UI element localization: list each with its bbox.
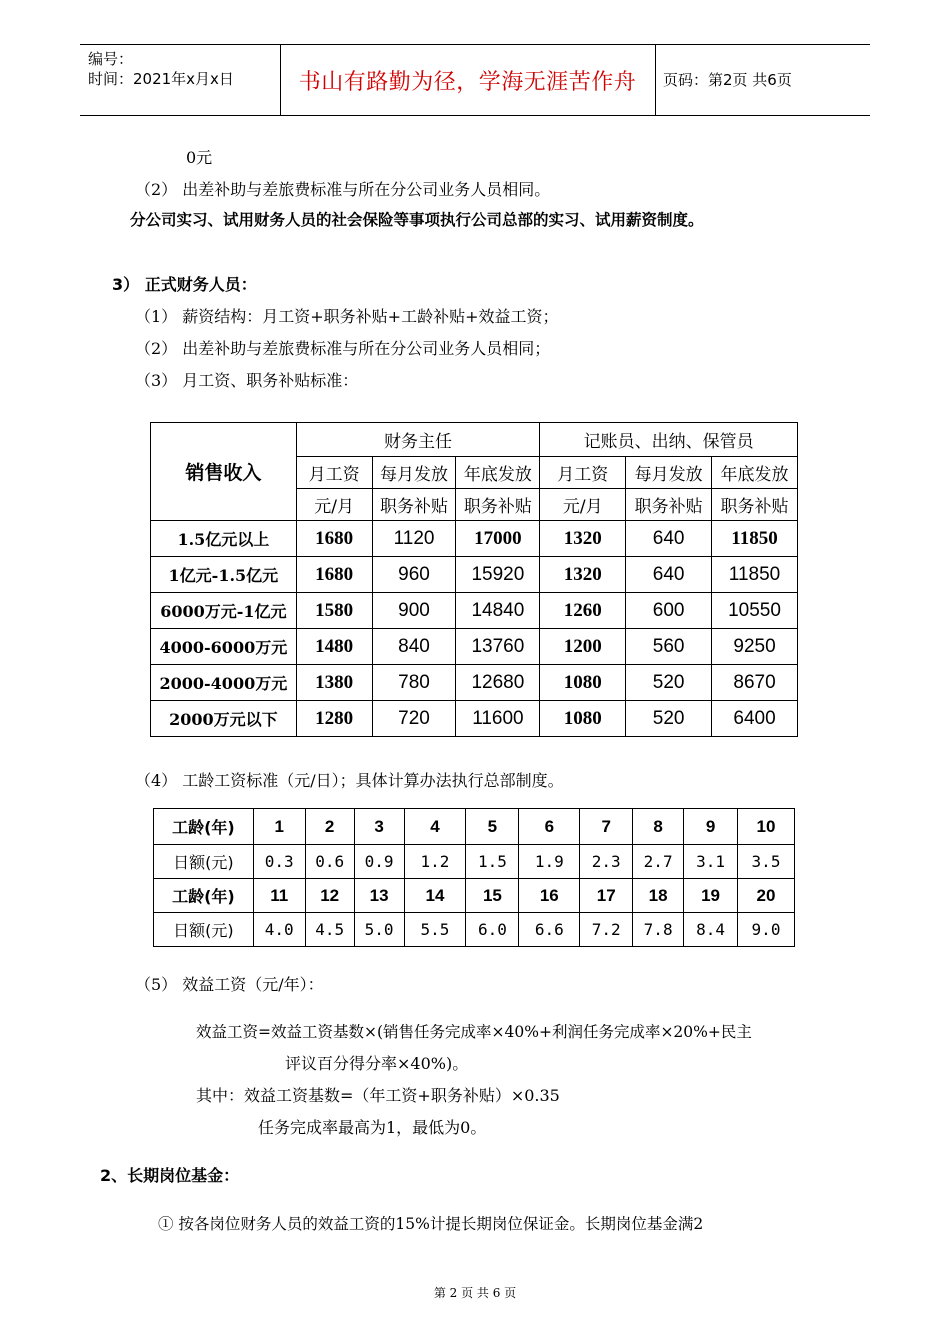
cell: 13760 <box>456 629 540 665</box>
year-cell: 19 <box>684 879 738 913</box>
cell: 1120 <box>372 521 456 557</box>
cell: 840 <box>372 629 456 665</box>
table-corner: 销售收入 <box>151 423 297 521</box>
cell: 1580 <box>296 593 372 629</box>
table-row <box>151 701 798 737</box>
group-header: 财务主任 <box>296 423 540 457</box>
text-line: ① 按各岗位财务人员的效益工资的15%计提长期岗位保证金。长期岗位基金满2 <box>158 1215 704 1233</box>
text-line: 0元 <box>186 148 213 167</box>
cell: 9250 <box>712 629 798 665</box>
row-label: 日额(元) <box>154 845 254 879</box>
page-header <box>80 44 870 116</box>
year-cell: 8 <box>633 809 684 845</box>
col-header: 元/月 <box>540 489 626 521</box>
amount-cell: 7.8 <box>633 913 684 947</box>
col-header: 年底发放 <box>456 457 540 489</box>
cell: 560 <box>626 629 712 665</box>
list-item: （2） 出差补助与差旅费标准与所在分公司业务人员相同； <box>135 339 551 358</box>
amount-cell: 2.7 <box>633 845 684 879</box>
amount-cell: 5.0 <box>354 913 404 947</box>
amount-cell: 9.0 <box>738 913 795 947</box>
list-item: （4） 工龄工资标准（元/日）；具体计算办法执行总部制度。 <box>135 771 564 790</box>
list-item: （3） 月工资、职务补贴标准： <box>135 371 359 390</box>
cell: 11850 <box>712 521 798 557</box>
list-item: （5） 效益工资（元/年）： <box>135 975 324 994</box>
cell: 1080 <box>540 701 626 737</box>
cell: 1200 <box>540 629 626 665</box>
table-row <box>154 879 795 913</box>
formula-line: 评议百分得分率×40%)。 <box>285 1054 469 1073</box>
amount-cell: 8.4 <box>684 913 738 947</box>
year-cell: 7 <box>580 809 633 845</box>
amount-cell: 2.3 <box>580 845 633 879</box>
cell: 1260 <box>540 593 626 629</box>
cell: 1680 <box>296 557 372 593</box>
row-label: 6000万元-1亿元 <box>151 593 297 629</box>
col-header: 每月发放 <box>626 457 712 489</box>
cell: 1320 <box>540 557 626 593</box>
salary-table <box>150 422 798 737</box>
year-cell: 20 <box>738 879 795 913</box>
col-header: 月工资 <box>296 457 372 489</box>
col-header: 职务补贴 <box>456 489 540 521</box>
section-heading: 2、长期岗位基金： <box>100 1166 240 1185</box>
seniority-table <box>153 808 795 947</box>
formula-line: 效益工资=效益工资基数×(销售任务完成率×40%+利润任务完成率×20%+民主 <box>196 1023 752 1041</box>
cell: 900 <box>372 593 456 629</box>
year-cell: 11 <box>253 879 305 913</box>
table-row <box>151 557 798 593</box>
header-divider <box>655 45 656 115</box>
cell: 1480 <box>296 629 372 665</box>
doc-date: 时间：2021年x月x日 <box>88 70 234 88</box>
col-header: 月工资 <box>540 457 626 489</box>
section-heading: 3） 正式财务人员： <box>112 275 257 294</box>
cell: 640 <box>626 521 712 557</box>
page-footer: 第 2 页 共 6 页 <box>433 1286 517 1300</box>
cell: 1680 <box>296 521 372 557</box>
cell: 10550 <box>712 593 798 629</box>
formula-line: 任务完成率最高为1，最低为0。 <box>258 1118 487 1137</box>
text-line-bold: 分公司实习、试用财务人员的社会保险等事项执行公司总部的实习、试用薪资制度。 <box>130 211 704 229</box>
table-row <box>154 913 795 947</box>
cell: 780 <box>372 665 456 701</box>
col-header: 年底发放 <box>712 457 798 489</box>
cell: 640 <box>626 557 712 593</box>
amount-cell: 4.0 <box>253 913 305 947</box>
cell: 720 <box>372 701 456 737</box>
year-cell: 13 <box>354 879 404 913</box>
table-row <box>151 593 798 629</box>
cell: 11600 <box>456 701 540 737</box>
col-header: 职务补贴 <box>372 489 456 521</box>
amount-cell: 3.1 <box>684 845 738 879</box>
row-label: 1.5亿元以上 <box>151 521 297 557</box>
list-item: （1） 薪资结构：月工资+职务补贴+工龄补贴+效益工资； <box>135 307 559 326</box>
amount-cell: 6.6 <box>519 913 580 947</box>
year-cell: 10 <box>738 809 795 845</box>
amount-cell: 7.2 <box>580 913 633 947</box>
text-line: （2） 出差补助与差旅费标准与所在分公司业务人员相同。 <box>135 180 551 199</box>
year-cell: 2 <box>305 809 354 845</box>
doc-number: 编号： <box>88 50 134 68</box>
row-label: 4000-6000万元 <box>151 629 297 665</box>
amount-cell: 1.9 <box>519 845 580 879</box>
group-header: 记账员、出纳、保管员 <box>540 423 798 457</box>
table-row <box>154 845 795 879</box>
row-label: 2000万元以下 <box>151 701 297 737</box>
col-header: 职务补贴 <box>712 489 798 521</box>
amount-cell: 4.5 <box>305 913 354 947</box>
col-header: 职务补贴 <box>626 489 712 521</box>
cell: 15920 <box>456 557 540 593</box>
col-header: 每月发放 <box>372 457 456 489</box>
year-cell: 5 <box>466 809 519 845</box>
table-row <box>151 665 798 701</box>
amount-cell: 1.2 <box>404 845 466 879</box>
table-row <box>151 629 798 665</box>
header-meta <box>88 49 234 89</box>
row-label: 工龄(年) <box>154 879 254 913</box>
year-cell: 4 <box>404 809 466 845</box>
amount-cell: 0.6 <box>305 845 354 879</box>
table-row <box>151 521 798 557</box>
amount-cell: 1.5 <box>466 845 519 879</box>
year-cell: 15 <box>466 879 519 913</box>
year-cell: 16 <box>519 879 580 913</box>
year-cell: 1 <box>253 809 305 845</box>
header-motto: 书山有路勤为径，学海无涯苦作舟 <box>298 70 637 95</box>
cell: 8670 <box>712 665 798 701</box>
row-label: 日额(元) <box>154 913 254 947</box>
cell: 1280 <box>296 701 372 737</box>
cell: 600 <box>626 593 712 629</box>
cell: 14840 <box>456 593 540 629</box>
col-header: 元/月 <box>296 489 372 521</box>
cell: 960 <box>372 557 456 593</box>
year-cell: 17 <box>580 879 633 913</box>
amount-cell: 0.9 <box>354 845 404 879</box>
year-cell: 6 <box>519 809 580 845</box>
amount-cell: 6.0 <box>466 913 519 947</box>
row-label: 1亿元-1.5亿元 <box>151 557 297 593</box>
year-cell: 12 <box>305 879 354 913</box>
year-cell: 9 <box>684 809 738 845</box>
cell: 1320 <box>540 521 626 557</box>
cell: 1080 <box>540 665 626 701</box>
cell: 17000 <box>456 521 540 557</box>
cell: 520 <box>626 701 712 737</box>
row-label: 工龄(年) <box>154 809 254 845</box>
year-cell: 14 <box>404 879 466 913</box>
table-row <box>154 809 795 845</box>
cell: 1380 <box>296 665 372 701</box>
amount-cell: 5.5 <box>404 913 466 947</box>
cell: 11850 <box>712 557 798 593</box>
year-cell: 18 <box>633 879 684 913</box>
row-label: 2000-4000万元 <box>151 665 297 701</box>
cell: 6400 <box>712 701 798 737</box>
year-cell: 3 <box>354 809 404 845</box>
cell: 12680 <box>456 665 540 701</box>
header-page-info: 页码：第2页 共6页 <box>663 71 792 89</box>
cell: 520 <box>626 665 712 701</box>
amount-cell: 0.3 <box>253 845 305 879</box>
formula-line: 其中：效益工资基数=（年工资+职务补贴）×0.35 <box>196 1086 560 1105</box>
amount-cell: 3.5 <box>738 845 795 879</box>
